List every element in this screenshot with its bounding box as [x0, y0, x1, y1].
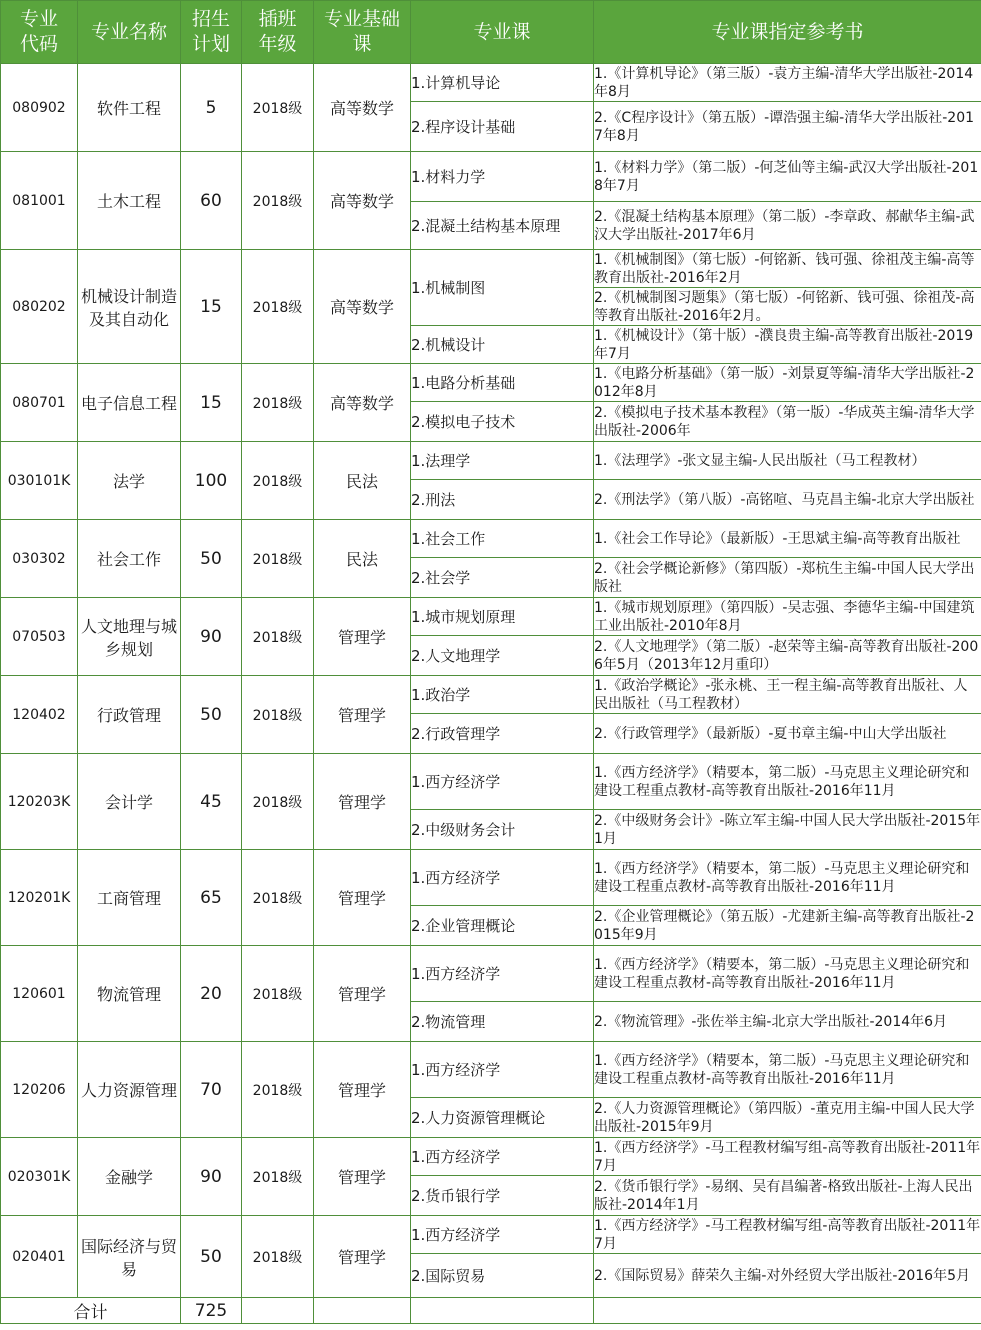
- reference-book: 1.《材料力学》（第二版）-何芝仙等主编-武汉大学出版社-2018年7月: [594, 152, 981, 202]
- transfer-grade: 2018级: [242, 754, 314, 850]
- major-code: 030101K: [1, 442, 78, 520]
- basic-course: 高等数学: [314, 250, 411, 364]
- enrollment-quota: 65: [181, 850, 242, 946]
- course-name: 2.货币银行学: [411, 1176, 594, 1216]
- table-row: [1, 946, 981, 1002]
- course-name: 2.企业管理概论: [411, 906, 594, 946]
- major-name: 国际经济与贸易: [78, 1216, 181, 1298]
- total-label: 合计: [1, 1298, 181, 1324]
- table-row: [1, 64, 981, 102]
- reference-book: 2.《社会学概论新修》（第四版）-郑杭生主编-中国人民大学出版社: [594, 558, 981, 598]
- header-grade: 插班 年级: [242, 1, 314, 64]
- major-name: 土木工程: [78, 152, 181, 250]
- major-code: 120601: [1, 946, 78, 1042]
- basic-course: 民法: [314, 520, 411, 598]
- course-name: 1.材料力学: [411, 152, 594, 202]
- major-name: 金融学: [78, 1138, 181, 1216]
- course-name: 1.社会工作: [411, 520, 594, 558]
- course-name: 1.法理学: [411, 442, 594, 480]
- transfer-grade: 2018级: [242, 520, 314, 598]
- transfer-grade: 2018级: [242, 364, 314, 442]
- course-name: 1.西方经济学: [411, 754, 594, 810]
- enrollment-quota: 70: [181, 1042, 242, 1138]
- transfer-grade: 2018级: [242, 850, 314, 946]
- enrollment-quota: 20: [181, 946, 242, 1042]
- major-code: 081001: [1, 152, 78, 250]
- course-name: 2.物流管理: [411, 1002, 594, 1042]
- reference-book: 2.《企业管理概论》（第五版）-尤建新主编-高等教育出版社-2015年9月: [594, 906, 981, 946]
- course-name: 2.国际贸易: [411, 1254, 594, 1298]
- major-name: 人力资源管理: [78, 1042, 181, 1138]
- total-empty-basic: [314, 1298, 411, 1324]
- major-name: 社会工作: [78, 520, 181, 598]
- total-row: [1, 1298, 981, 1324]
- header-reference-books: 专业课指定参考书: [594, 1, 981, 64]
- course-name: 1.政治学: [411, 676, 594, 714]
- transfer-grade: 2018级: [242, 250, 314, 364]
- basic-course: 管理学: [314, 1216, 411, 1298]
- enrollment-quota: 50: [181, 520, 242, 598]
- major-name: 法学: [78, 442, 181, 520]
- major-name: 会计学: [78, 754, 181, 850]
- course-name: 2.人力资源管理概论: [411, 1098, 594, 1138]
- header-basic-course: 专业基础 课: [314, 1, 411, 64]
- major-code: 070503: [1, 598, 78, 676]
- reference-book: 1.《计算机导论》（第三版）-袁方主编-清华大学出版社-2014年8月: [594, 64, 981, 102]
- course-name: 1.电路分析基础: [411, 364, 594, 402]
- major-name: 人文地理与城乡规划: [78, 598, 181, 676]
- basic-course: 高等数学: [314, 152, 411, 250]
- table-row: [1, 1216, 981, 1254]
- basic-course: 民法: [314, 442, 411, 520]
- basic-course: 管理学: [314, 850, 411, 946]
- reference-book: 1.《西方经济学》-马工程教材编写组-高等教育出版社-2011年7月: [594, 1139, 981, 1174]
- reference-book: 2.《货币银行学》-易纲、吴有昌编著-格致出版社-上海人民出版社-2014年1月: [594, 1176, 981, 1216]
- course-name: 1.机械制图: [411, 250, 594, 326]
- table-row: [1, 250, 981, 288]
- reference-book: 2.《物流管理》-张佐举主编-北京大学出版社-2014年6月: [594, 1002, 981, 1042]
- reference-book: 1.《西方经济学》（精要本，第二版）-马克思主义理论研究和建设工程重点教材-高等教育出版社-2016年11月: [594, 946, 981, 1002]
- course-name: 1.西方经济学: [411, 850, 594, 906]
- reference-book: 2.《刑法学》（第八版）-高铭喧、马克昌主编-北京大学出版社: [594, 480, 981, 520]
- header-name: 专业名称: [78, 1, 181, 64]
- enrollment-quota: 60: [181, 152, 242, 250]
- major-code: 080701: [1, 364, 78, 442]
- reference-book: 1.《西方经济学》（精要本，第二版）-马克思主义理论研究和建设工程重点教材-高等教育出版社-2016年11月: [594, 754, 981, 810]
- transfer-grade: 2018级: [242, 676, 314, 754]
- table-row: [1, 676, 981, 714]
- reference-book: 1.《政治学概论》-张永桃、王一程主编-高等教育出版社、人民出版社（马工程教材）: [594, 676, 981, 714]
- course-name: 2.中级财务会计: [411, 810, 594, 850]
- table-row: [1, 364, 981, 402]
- major-name: 物流管理: [78, 946, 181, 1042]
- header-row: [1, 1, 981, 64]
- total-empty-course: [411, 1298, 594, 1324]
- transfer-grade: 2018级: [242, 946, 314, 1042]
- table-row: [1, 1138, 981, 1176]
- reference-book: 1.《社会工作导论》（最新版）-王思斌主编-高等教育出版社: [594, 520, 981, 558]
- transfer-grade: 2018级: [242, 598, 314, 676]
- reference-book: 2.《模拟电子技术基本教程》（第一版）-华成英主编-清华大学出版社-2006年: [594, 402, 981, 442]
- reference-book: 2.《C程序设计》（第五版）-谭浩强主编-清华大学出版社-2017年8月: [594, 102, 981, 152]
- major-code: 020401: [1, 1216, 78, 1298]
- header-code: 专业 代码: [1, 1, 78, 64]
- major-name: 机械设计制造及其自动化: [78, 250, 181, 364]
- course-name: 2.行政管理学: [411, 714, 594, 754]
- transfer-grade: 2018级: [242, 1042, 314, 1138]
- major-code: 120206: [1, 1042, 78, 1138]
- total-empty-grade: [242, 1298, 314, 1324]
- reference-book: 1.《西方经济学》（精要本，第二版）-马克思主义理论研究和建设工程重点教材-高等教育出版社-2016年11月: [594, 850, 981, 906]
- course-name: 1.计算机导论: [411, 64, 594, 102]
- major-code: 120203K: [1, 754, 78, 850]
- basic-course: 管理学: [314, 754, 411, 850]
- major-name: 软件工程: [78, 64, 181, 152]
- major-code: 020301K: [1, 1138, 78, 1216]
- course-name: 2.机械设计: [411, 326, 594, 364]
- reference-book: 2.《国际贸易》薛荣久主编-对外经贸大学出版社-2016年5月: [594, 1254, 981, 1298]
- reference-book: 2.《机械制图习题集》（第七版）-何铭新、钱可强、徐祖茂-高等教育出版社-2016年2月。: [594, 288, 981, 326]
- enrollment-quota: 15: [181, 364, 242, 442]
- header-quota: 招生 计划: [181, 1, 242, 64]
- reference-book: 2.《混凝土结构基本原理》（第二版）-李章政、郝献华主编-武汉大学出版社-2017年6月: [594, 202, 981, 250]
- table-row: [1, 1042, 981, 1098]
- transfer-grade: 2018级: [242, 1138, 314, 1216]
- reference-book: 1.《机械设计》（第十版）-濮良贵主编-高等教育出版社-2019年7月: [594, 326, 981, 364]
- reference-book: 1.《机械制图》（第七版）-何铭新、钱可强、徐祖茂主编-高等教育出版社-2016年2月: [594, 250, 981, 288]
- transfer-grade: 2018级: [242, 442, 314, 520]
- course-name: 1.城市规划原理: [411, 598, 594, 636]
- major-name: 行政管理: [78, 676, 181, 754]
- table-body: [1, 64, 981, 1324]
- basic-course: 管理学: [314, 946, 411, 1042]
- major-code: 120201K: [1, 850, 78, 946]
- major-code: 120402: [1, 676, 78, 754]
- course-name: 1.西方经济学: [411, 946, 594, 1002]
- reference-book: 1.《城市规划原理》（第四版）-吴志强、李德华主编-中国建筑工业出版社-2010年8月: [594, 598, 981, 636]
- transfer-grade: 2018级: [242, 64, 314, 152]
- major-code: 080202: [1, 250, 78, 364]
- major-name: 工商管理: [78, 850, 181, 946]
- course-name: 2.社会学: [411, 558, 594, 598]
- course-name: 2.程序设计基础: [411, 102, 594, 152]
- enrollment-quota: 90: [181, 598, 242, 676]
- basic-course: 高等数学: [314, 64, 411, 152]
- course-name: 2.混凝土结构基本原理: [411, 202, 594, 250]
- course-name: 1.西方经济学: [411, 1216, 594, 1254]
- total-empty-book: [594, 1298, 981, 1324]
- enrollment-quota: 90: [181, 1138, 242, 1216]
- basic-course: 管理学: [314, 1138, 411, 1216]
- table-row: [1, 152, 981, 202]
- reference-book: 1.《西方经济学》（精要本，第二版）-马克思主义理论研究和建设工程重点教材-高等教育出版社-2016年11月: [594, 1042, 981, 1098]
- transfer-grade: 2018级: [242, 152, 314, 250]
- reference-book: 1.《法理学》-张文显主编-人民出版社（马工程教材）: [594, 442, 981, 480]
- reference-book: 1.《电路分析基础》（第一版）-刘景夏等编-清华大学出版社-2012年8月: [594, 364, 981, 402]
- basic-course: 管理学: [314, 1042, 411, 1138]
- reference-book: 2.《行政管理学》（最新版）-夏书章主编-中山大学出版社: [594, 714, 981, 754]
- table-row: [1, 754, 981, 810]
- basic-course: 管理学: [314, 598, 411, 676]
- reference-book: 2.《人力资源管理概论》（第四版）-董克用主编-中国人民大学出版社-2015年9月: [594, 1098, 981, 1138]
- enrollment-quota: 100: [181, 442, 242, 520]
- enrollment-quota: 45: [181, 754, 242, 850]
- table-row: [1, 598, 981, 636]
- basic-course: 管理学: [314, 676, 411, 754]
- enrollment-quota: 50: [181, 1216, 242, 1298]
- course-name: 2.模拟电子技术: [411, 402, 594, 442]
- enrollment-quota: 15: [181, 250, 242, 364]
- course-name: 1.西方经济学: [411, 1042, 594, 1098]
- transfer-grade: 2018级: [242, 1216, 314, 1298]
- major-code: 030302: [1, 520, 78, 598]
- course-name: 2.人文地理学: [411, 636, 594, 676]
- major-code: 080902: [1, 64, 78, 152]
- major-name: 电子信息工程: [78, 364, 181, 442]
- basic-course: 高等数学: [314, 364, 411, 442]
- table-row: [1, 442, 981, 480]
- reference-book: 2.《中级财务会计》-陈立军主编-中国人民大学出版社-2015年1月: [594, 810, 981, 850]
- table-row: [1, 520, 981, 558]
- total-value: 725: [181, 1298, 242, 1324]
- reference-book: 1.《西方经济学》-马工程教材编写组-高等教育出版社-2011年7月: [594, 1217, 981, 1252]
- course-name: 2.刑法: [411, 480, 594, 520]
- enrollment-quota: 50: [181, 676, 242, 754]
- table-row: [1, 850, 981, 906]
- header-courses: 专业课: [411, 1, 594, 64]
- reference-book: 2.《人文地理学》（第二版）-赵荣等主编-高等教育出版社-2006年5月（2013年12月重印）: [594, 636, 981, 676]
- course-name: 1.西方经济学: [411, 1138, 594, 1176]
- enrollment-quota: 5: [181, 64, 242, 152]
